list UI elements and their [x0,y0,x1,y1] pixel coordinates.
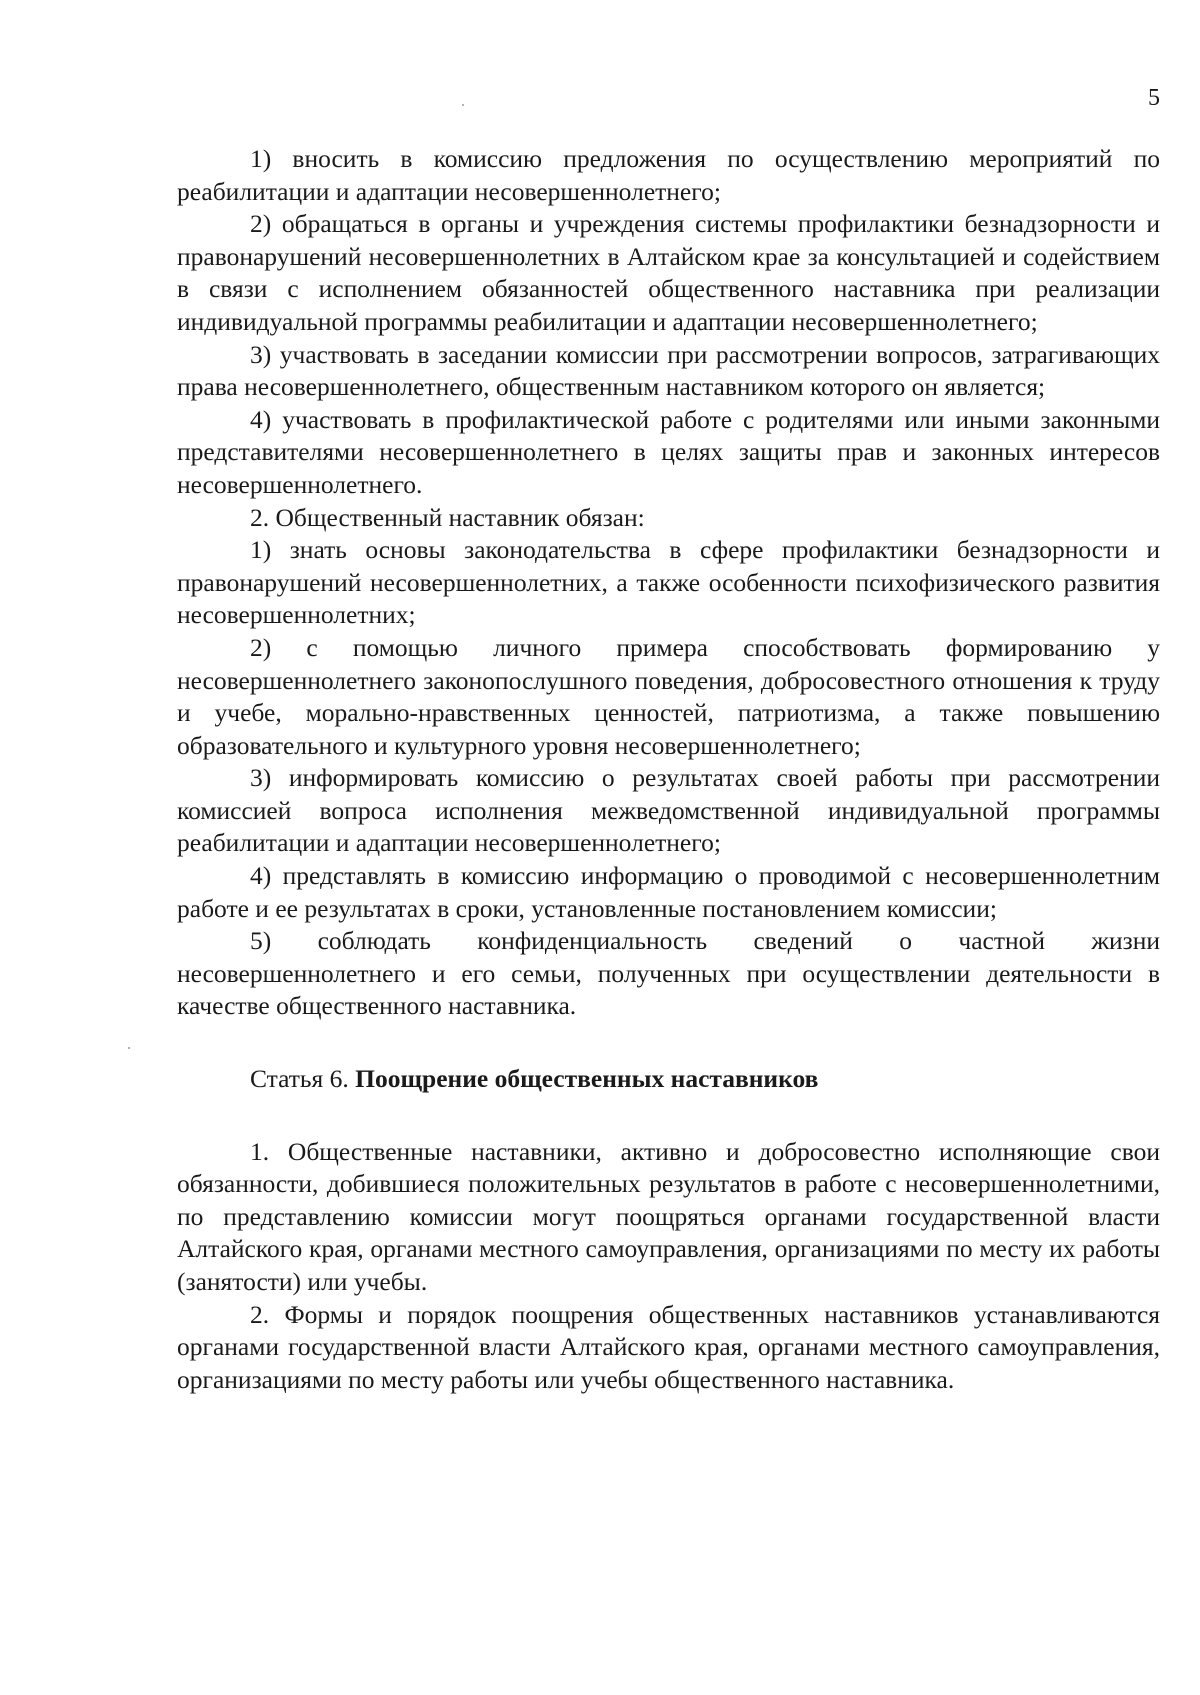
paragraph: 1) знать основы законодательства в сфере профилактики безнадзорности и правонарушений несовершеннолетних, а также особенности психофизического развития несовершеннолетних; [177,535,1160,630]
scan-speck [128,1047,130,1049]
page-number: 5 [1148,85,1160,111]
article-label: Статья 6. [250,1064,349,1094]
article-title: Поощрение общественных наставников [355,1064,819,1094]
scan-speck [462,104,464,106]
paragraph: 5) соблюдать конфиденциальность сведений о частной жизни несовершеннолетнего и его семьи, полученных при осуществлении деятельности в качестве общественного наставника. [177,926,1160,1021]
paragraph: 2) с помощью личного примера способствовать формированию у несовершеннолетнего законопослушного поведения, добросовестного отношения к труду и учебе, морально-нравственных ценностей, патриотизма, а также повышению образовательного и культурного уровня несовершеннолетнего; [177,632,1160,760]
paragraph: 3) участвовать в заседании комиссии при рассмотрении вопросов, затрагивающих права несовершеннолетнего, общественным наставником которого он является; [177,339,1160,402]
paragraph: 4) представлять в комиссию информацию о проводимой с несовершеннолетним работе и ее результатах в сроки, установленные постановлением комиссии; [177,861,1160,923]
document-body [177,143,1160,1396]
paragraph: 3) информировать комиссию о результатах своей работы при рассмотрении комиссией вопроса исполнения межведомственной индивидуальной программы реабилитации и адаптации несовершеннолетнего; [177,763,1160,858]
paragraph: 4) участвовать в профилактической работе с родителями или иными законными представителями несовершеннолетнего в целях защиты прав и законных интересов несовершеннолетнего. [177,404,1160,499]
paragraph: 2) обращаться в органы и учреждения системы профилактики безнадзорности и правонарушений несовершеннолетних в Алтайском крае за консультацией и содействием в связи с исполнением обязанностей общественного наставника при реализации индивидуальной программы реабилитации и адаптации несовершеннолетнего; [177,209,1160,336]
paragraph: 1) вносить в комиссию предложения по осуществлению мероприятий по реабилитации и адаптации несовершеннолетнего; [177,144,1160,206]
paragraph: 2. Общественный наставник обязан: [250,502,645,532]
article-heading [177,1063,1160,1096]
paragraph: 2. Формы и порядок поощрения общественных наставников устанавливаются органами государственной власти Алтайского края, органами местного самоуправления, организациями по месту работы или учебы общественного наставника. [177,1299,1160,1394]
paragraph: 1. Общественные наставники, активно и добросовестно исполняющие свои обязанности, добившиеся положительных результатов в работе с несовершеннолетними, по представлению комиссии могут поощряться органами государственной власти Алтайского края, органами местного самоуправления, организациями по месту их работы (занятости) или учебы. [177,1136,1160,1296]
